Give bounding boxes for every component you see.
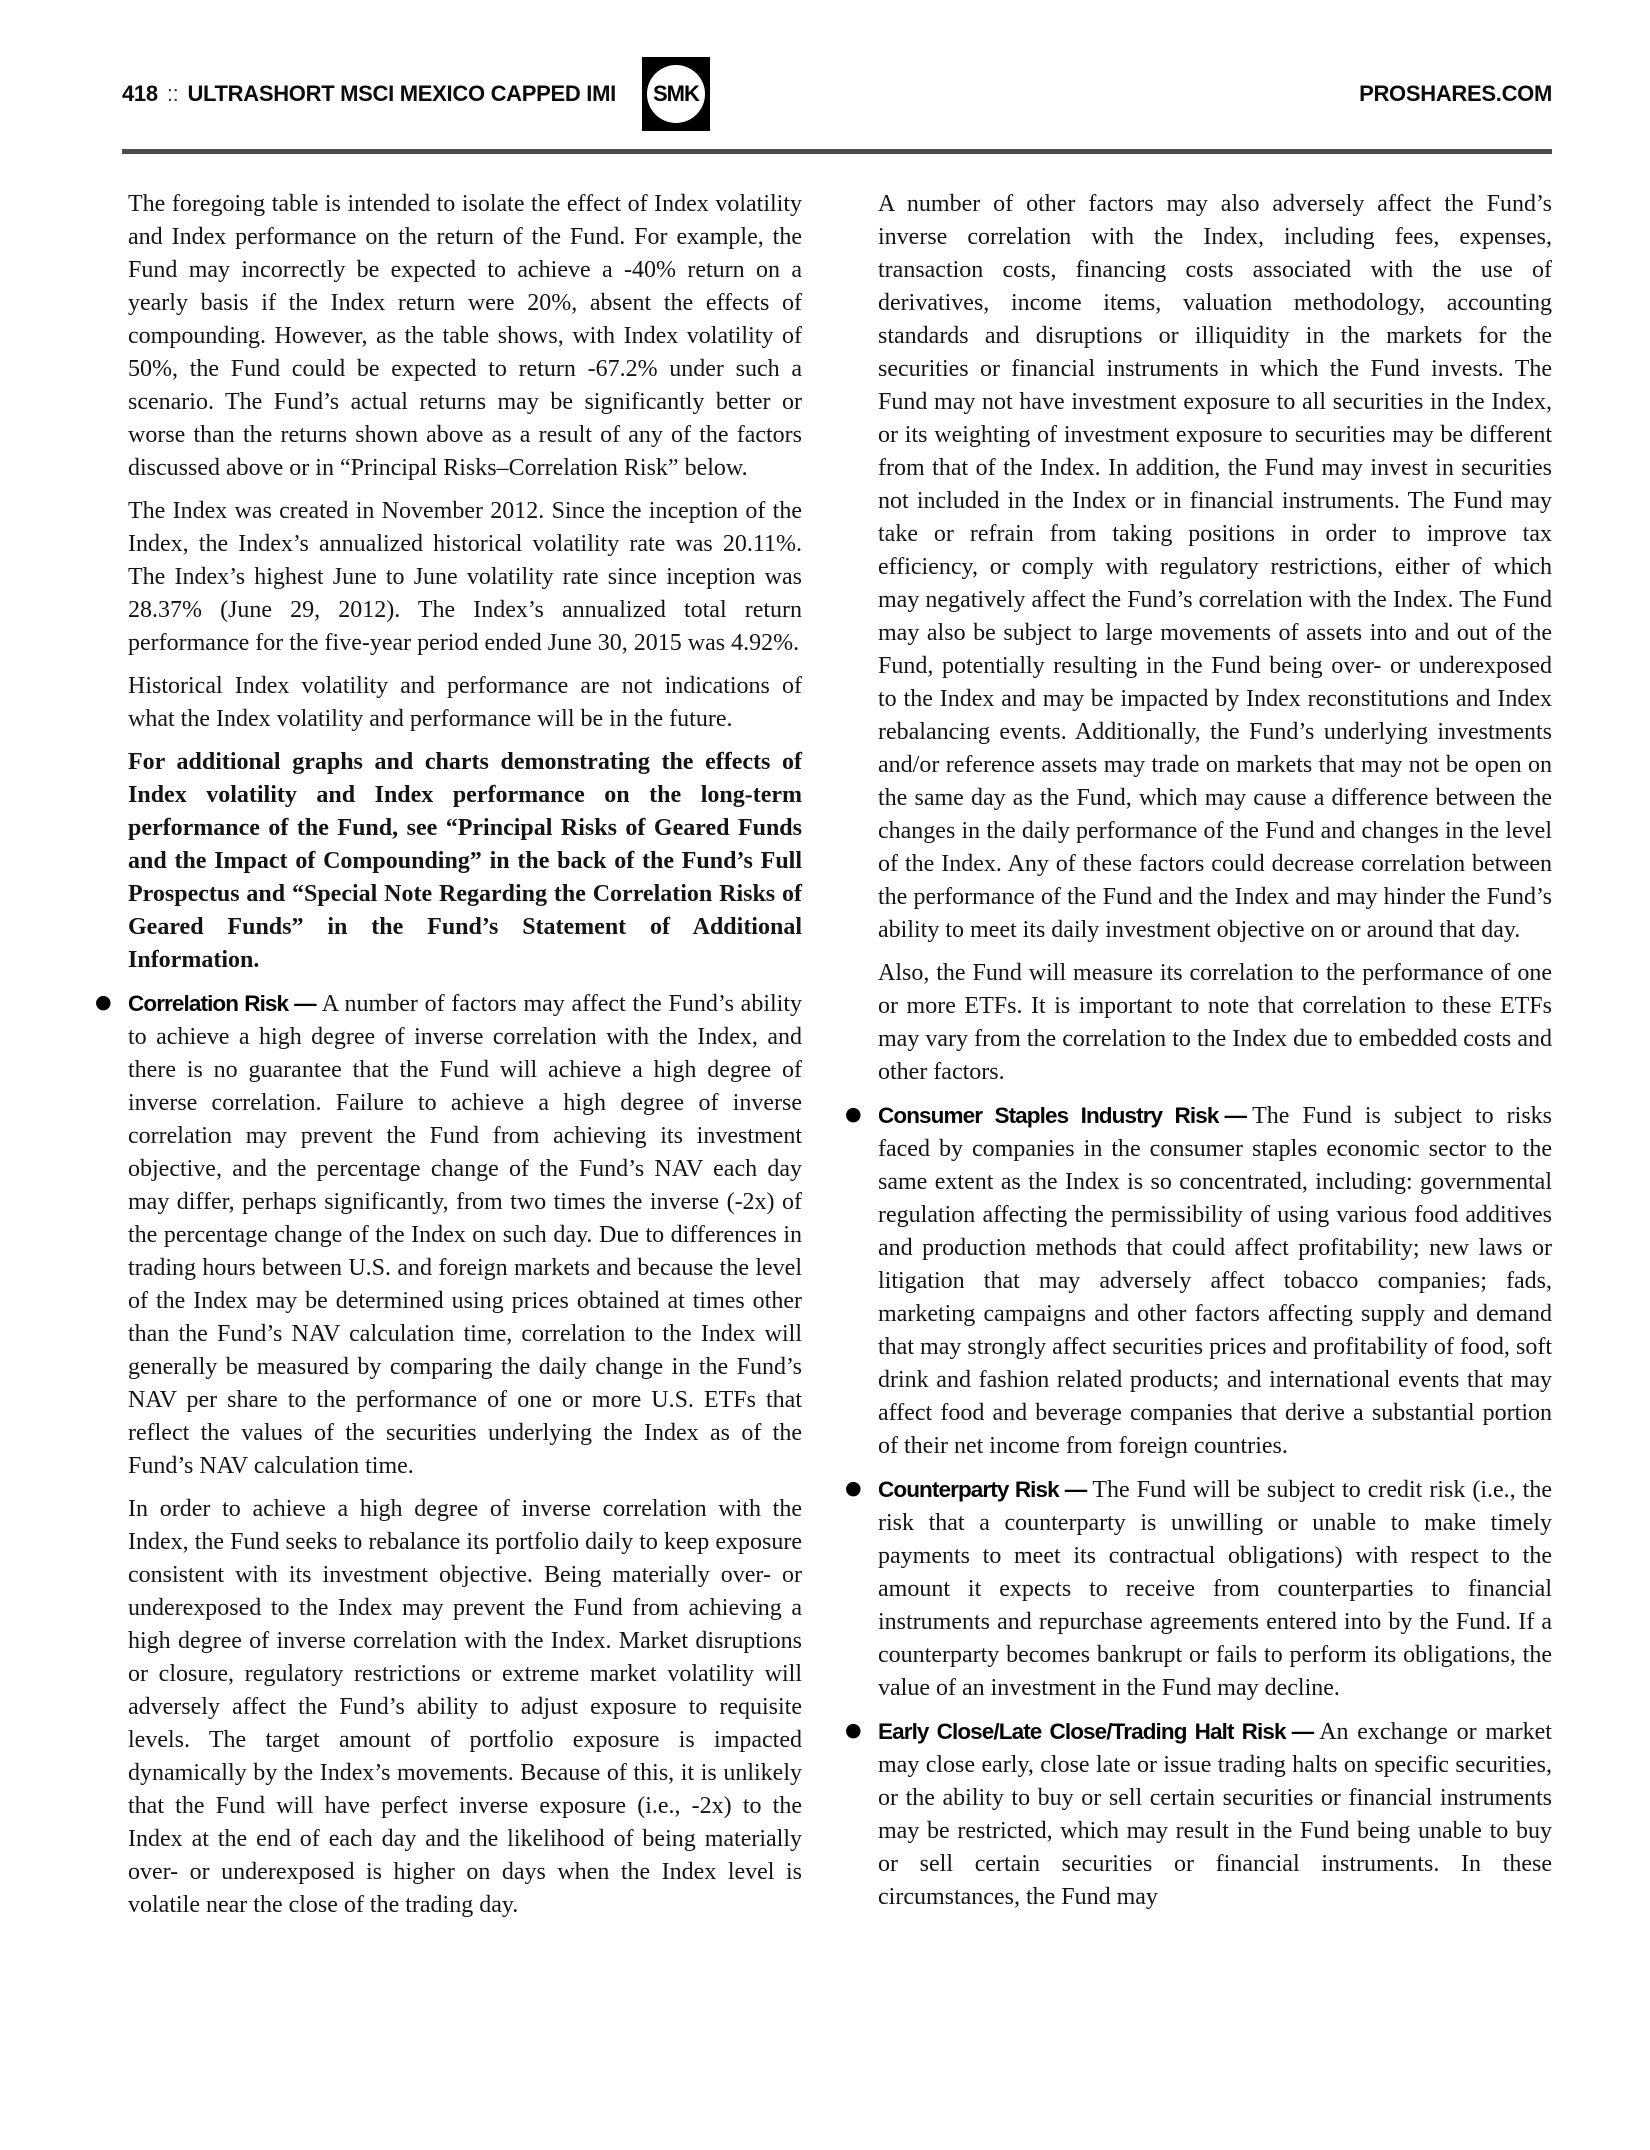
- risk-item-correlation: [95, 987, 802, 1922]
- ticker-logo-circle: [647, 65, 705, 123]
- risk-paragraph: [878, 1715, 1552, 1914]
- risk-heading: Correlation Risk: [128, 991, 289, 1016]
- bold-note-paragraph: For additional graphs and charts demonstrating the effects of Index volatility and Index performance on the long-term performance of the Fund, see “Principal Risks of Geared Funds and the Impact of Compounding” in the back of the Fund’s Full Prospectus and “Special Note Regarding the Correlation Risks of Geared Funds” in the Fund’s Statement of Additional Information.: [128, 749, 802, 973]
- two-column-body: [95, 188, 1552, 1932]
- website-text: PROSHARES.COM: [1359, 81, 1552, 106]
- ticker-label: SMK: [652, 81, 699, 106]
- bullet-icon: ●: [845, 1719, 862, 1741]
- header-left-group: [122, 81, 616, 107]
- right-column: [845, 188, 1552, 1932]
- risk-text: The Fund is subject to risks faced by companies in the consumer staples economic sector to the same extent as the Index is so concentrated, including: governmental regulation affecting the permissibility of using various food additives and production methods that could affect profitability; new laws or litigation that may adversely affect tobacco companies; fads, marketing campaigns and other factors affecting supply and demand that may strongly affect securities prices and profitability of food, soft drink and fashion related products; and international events that may affect food and beverage companies that derive a substantial portion of their net income from foreign countries.: [878, 1103, 1552, 1459]
- risk-text: A number of factors may affect the Fund’s ability to achieve a high degree of inverse correlation with the Index, and there is no guarantee that the Fund will achieve a high degree of inverse correlation. Failure to achieve a high degree of inverse correlation may prevent the Fund from achieving its investment objective, and the percentage change of the Fund’s NAV each day may differ, perhaps significantly, from two times the inverse (-2x) of the percentage change of the Index on such day. Due to differences in trading hours between U.S. and foreign markets and because the level of the Index may be determined using prices obtained at times other than the Fund’s NAV calculation time, correlation to the Index will generally be measured by comparing the daily change in the Fund’s NAV per share to the performance of one or more U.S. ETFs that reflect the values of the securities underlying the Index as of the Fund’s NAV calculation time.: [128, 991, 802, 1479]
- paragraph: A number of other factors may also adversely affect the Fund’s inverse correlation with the Index, including fees, expenses, transaction costs, financing costs associated with the use of derivatives, income items, valuation methodology, accounting standards and disruptions or illiquidity in the markets for the securities or financial instruments in which the Fund invests. The Fund may not have investment exposure to all securities in the Index, or its weighting of investment exposure to securities may be different from that of the Index. In addition, the Fund may invest in securities not included in the Index or in financial instruments. The Fund may take or refrain from taking positions in order to improve tax efficiency, or comply with regulatory restrictions, either of which may negatively affect the Fund’s correlation with the Index. The Fund may also be subject to large movements of assets into and out of the Fund, potentially resulting in the Fund being over- or underexposed to the Index and may be impacted by Index reconstitutions and Index rebalancing events. Additionally, the Fund’s underlying investments and/or reference assets may trade on markets that may not be open on the same day as the Fund, which may cause a difference between the changes in the daily performance of the Fund and changes in the level of the Index. Any of these factors could decrease correlation between the performance of the Fund and the Index and may hinder the Fund’s ability to meet its daily investment objective on or around that day.: [878, 191, 1552, 943]
- page-number: 418: [122, 81, 158, 106]
- risk-item-consumer-staples: [845, 1099, 1552, 1463]
- dash-separator: —: [1064, 1477, 1087, 1502]
- dash-separator: —: [1291, 1719, 1314, 1744]
- bullet-icon: ●: [845, 1103, 862, 1125]
- paragraph: Historical Index volatility and performance are not indications of what the Index volatility and performance will be in the future.: [128, 673, 802, 732]
- paragraph: Also, the Fund will measure its correlation to the performance of one or more ETFs. It is important to note that correlation to these ETFs may vary from the correlation to the Index due to embedded costs and other factors.: [878, 960, 1552, 1085]
- risk-paragraph: [878, 1473, 1552, 1705]
- risk-item-counterparty: [845, 1473, 1552, 1705]
- fund-title: ULTRASHORT MSCI MEXICO CAPPED IMI: [187, 81, 616, 106]
- bullet-icon: ●: [95, 991, 112, 1013]
- risk-heading: Early Close/Late Close/Trading Halt Risk: [878, 1719, 1286, 1744]
- header-rule: [122, 149, 1552, 154]
- risk-text: An exchange or market may close early, close late or issue trading halts on specific securities, or the ability to buy or sell certain securities or financial instruments may be restricted, which may result in the Fund being unable to buy or sell certain securities or financial instruments. In these circumstances, the Fund may: [878, 1719, 1552, 1910]
- dash-separator: —: [1224, 1103, 1247, 1128]
- risk-paragraph: [878, 1099, 1552, 1463]
- ticker-logo: [642, 57, 710, 131]
- left-column: [95, 188, 802, 1932]
- paragraph: The foregoing table is intended to isolate the effect of Index volatility and Index performance on the return of the Fund. For example, the Fund may incorrectly be expected to achieve a -40% return on a yearly basis if the Index return were 20%, absent the effects of compounding. However, as the table shows, with Index volatility of 50%, the Fund could be expected to return -67.2% under such a scenario. The Fund’s actual returns may be significantly better or worse than the returns shown above as a result of any of the factors discussed above or in “Principal Risks–Correlation Risk” below.: [128, 191, 802, 481]
- risk-item-early-close: [845, 1715, 1552, 1914]
- risk-paragraph: [128, 987, 802, 1483]
- bullet-icon: ●: [845, 1477, 862, 1499]
- risk-text: The Fund will be subject to credit risk (i.e., the risk that a counterparty is unwilling or unable to make timely payments to meet its contractual obligations) with respect to the amount it expects to receive from counterparties to financial instruments and repurchase agreements entered into by the Fund. If a counterparty becomes bankrupt or fails to perform its obligations, the value of an investment in the Fund may decline.: [878, 1477, 1552, 1701]
- risk-heading: Consumer Staples Industry Risk: [878, 1103, 1219, 1128]
- header-separator: ::: [166, 81, 179, 106]
- risk-heading: Counterparty Risk: [878, 1477, 1059, 1502]
- paragraph: The Index was created in November 2012. Since the inception of the Index, the Index’s annualized historical volatility rate was 20.11%. The Index’s highest June to June volatility rate since inception was 28.37% (June 29, 2012). The Index’s annualized total return performance for the five-year period ended June 30, 2015 was 4.92%.: [128, 498, 802, 656]
- risk-continuation-paragraph: In order to achieve a high degree of inverse correlation with the Index, the Fund seeks to rebalance its portfolio daily to keep exposure consistent with its investment objective. Being materially over- or underexposed to the Index may prevent the Fund from achieving a high degree of inverse correlation with the Index. Market disruptions or closure, regulatory restrictions or extreme market volatility will adversely affect the Fund’s ability to adjust exposure to requisite levels. The target amount of portfolio exposure is impacted dynamically by the Index’s movements. Because of this, it is unlikely that the Fund will have perfect inverse exposure (i.e., -2x) to the Index at the end of each day and the likelihood of being materially over- or underexposed is higher on days when the Index level is volatile near the close of the trading day.: [128, 1496, 802, 1918]
- dash-separator: —: [294, 991, 316, 1016]
- page-header: [122, 55, 1552, 133]
